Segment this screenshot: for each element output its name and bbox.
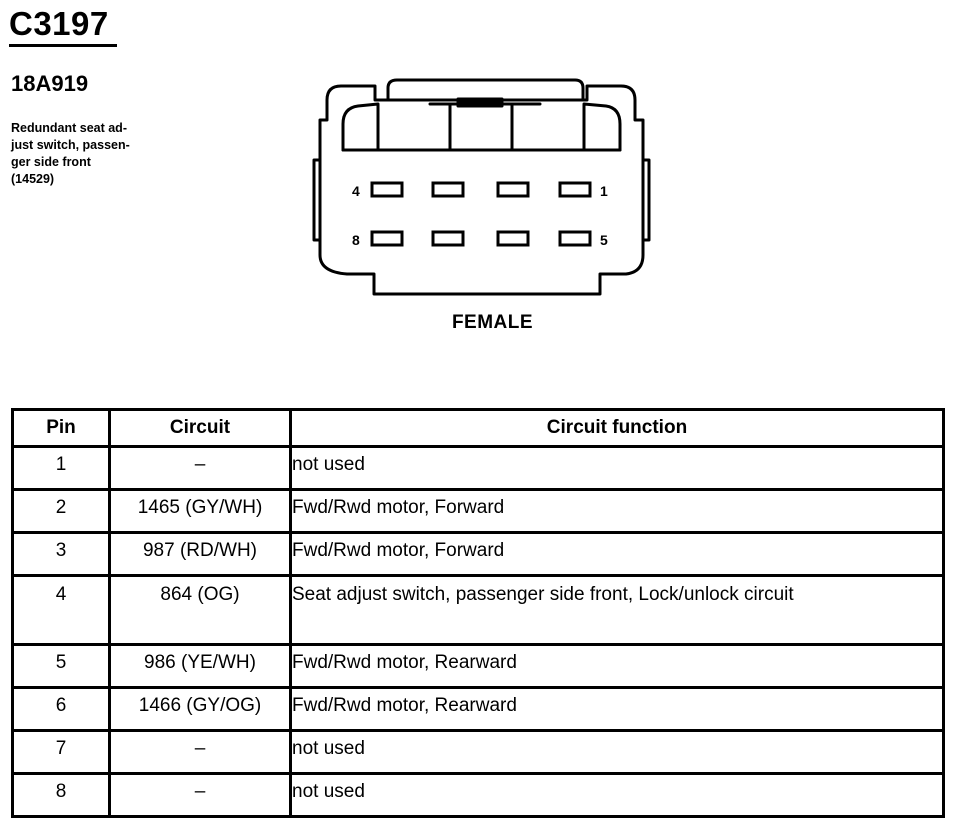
function-cell: Fwd/Rwd motor, Forward (291, 490, 944, 533)
connector-description (11, 120, 176, 188)
description-line: (14529) (11, 172, 55, 186)
function-cell: Fwd/Rwd motor, Forward (291, 533, 944, 576)
pin-cavity (560, 232, 590, 245)
table-row (13, 576, 944, 645)
latch-window (450, 104, 512, 150)
locking-tab (388, 80, 583, 100)
connector-id: C3197 (9, 5, 109, 42)
function-cell: not used (291, 774, 944, 817)
pin-number-label: 4 (352, 183, 360, 199)
description-line: ger side front (11, 155, 91, 169)
function-cell: Fwd/Rwd motor, Rearward (291, 688, 944, 731)
connector-top-ledge (584, 104, 620, 150)
function-cell: Fwd/Rwd motor, Rearward (291, 645, 944, 688)
pin-cavity (372, 183, 402, 196)
description-line: just switch, passen- (11, 138, 130, 152)
pin-cavity (560, 183, 590, 196)
pin-cell: 6 (13, 688, 110, 731)
column-header-function: Circuit function (291, 410, 944, 447)
table-row (13, 490, 944, 533)
table-row (13, 645, 944, 688)
pin-cell: 1 (13, 447, 110, 490)
pin-cell: 2 (13, 490, 110, 533)
table-row (13, 533, 944, 576)
pin-number-label: 8 (352, 232, 360, 248)
table-row (13, 774, 944, 817)
connector-view-label: FEMALE (451, 312, 534, 333)
column-header-circuit: Circuit (110, 410, 291, 447)
pin-number-label: 5 (600, 232, 608, 248)
circuit-cell: 986 (YE/WH) (110, 645, 291, 688)
column-header-pin: Pin (13, 410, 110, 447)
part-number: 18A919 (11, 71, 89, 96)
circuit-cell: – (110, 774, 291, 817)
function-cell: not used (291, 447, 944, 490)
pin-cell: 7 (13, 731, 110, 774)
pin-cavity (372, 232, 402, 245)
pin-cavity (433, 183, 463, 196)
pin-cavity (498, 183, 528, 196)
circuit-cell: 1465 (GY/WH) (110, 490, 291, 533)
pin-number-label: 1 (600, 183, 608, 199)
circuit-cell: – (110, 731, 291, 774)
pin-cavity (498, 232, 528, 245)
table-header-row (13, 410, 944, 447)
function-cell: not used (291, 731, 944, 774)
table-row (13, 447, 944, 490)
function-cell: Seat adjust switch, passenger side front, Lock/unlock circuit (291, 576, 944, 645)
pin-cell: 8 (13, 774, 110, 817)
circuit-cell: 987 (RD/WH) (110, 533, 291, 576)
pin-cavity (433, 232, 463, 245)
connector-face-diagram (300, 75, 660, 305)
pin-cell: 3 (13, 533, 110, 576)
pin-cell: 5 (13, 645, 110, 688)
circuit-cell: 864 (OG) (110, 576, 291, 645)
circuit-cell: 1466 (GY/OG) (110, 688, 291, 731)
pin-cell: 4 (13, 576, 110, 645)
table-row (13, 731, 944, 774)
latch-cap (458, 99, 502, 106)
description-line: Redundant seat ad- (11, 121, 127, 135)
pinout-table (11, 408, 945, 818)
connector-top-ledge (343, 104, 378, 150)
circuit-cell: – (110, 447, 291, 490)
connector-housing-outline (320, 86, 643, 294)
table-row (13, 688, 944, 731)
connector-id-underline (9, 44, 117, 47)
